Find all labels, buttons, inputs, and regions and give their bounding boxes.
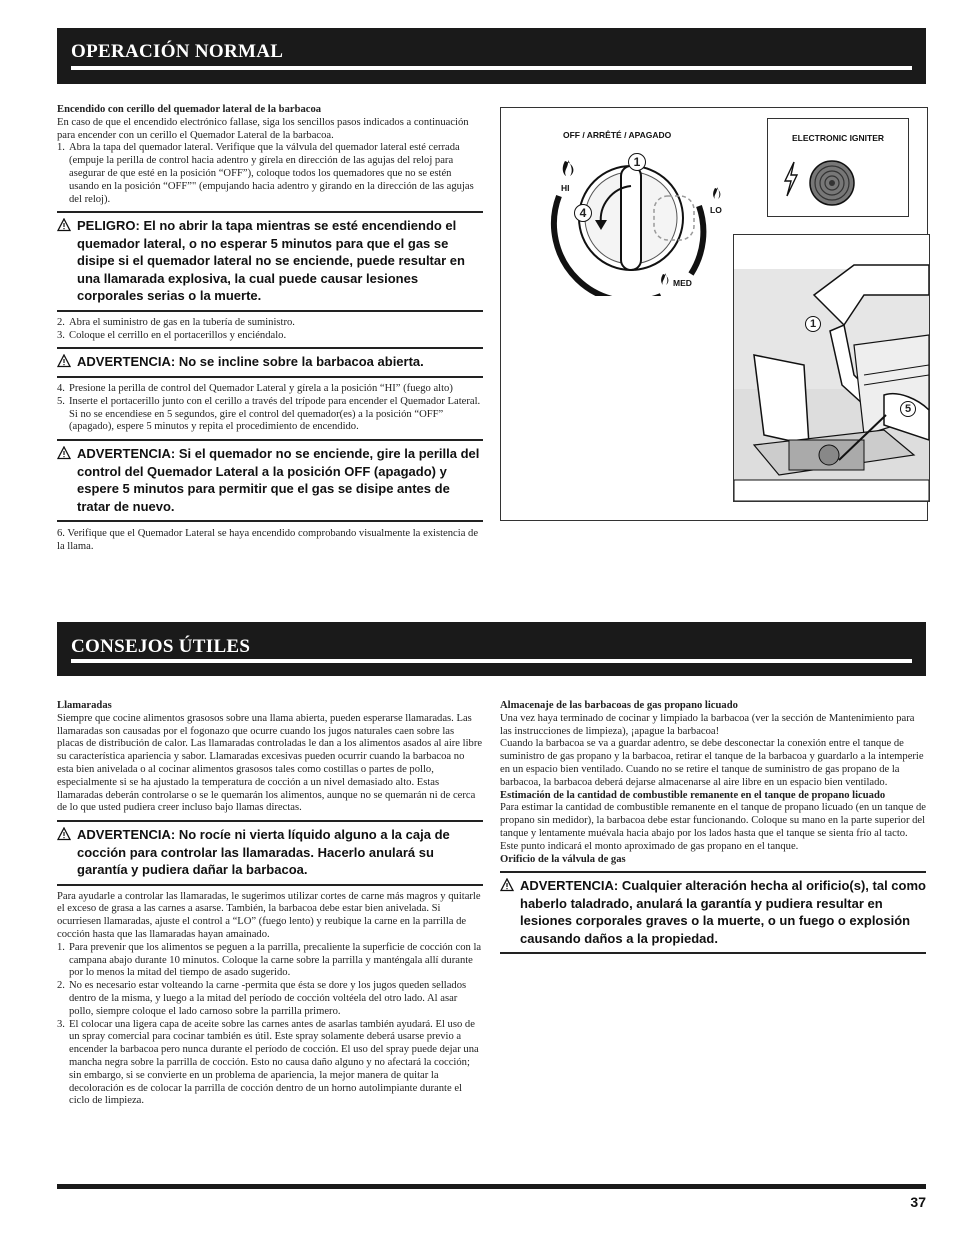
list-number: 3. [57,1018,65,1030]
warning-icon [57,446,71,460]
list-text: Abra el suministro de gas en la tubería de suministro. [69,316,295,328]
callout-number: 1 [809,318,817,330]
igniter-button-icon [808,159,856,207]
subheading: Encendido con cerillo del quemador lateral de la barbacoa [57,104,322,115]
section-banner-operacion [57,28,926,84]
section-title: OPERACIÓN NORMAL [71,41,284,62]
warning-icon [57,354,71,368]
list-text: Presione la perilla de control del Quemador Lateral y gírela a la posición “HI” (fuego alto) [69,382,453,394]
list-number: 5. [57,395,65,407]
igniter-label: ELECTRONIC IGNITER [791,133,885,143]
warning-icon [57,218,71,232]
med-label: MED [673,278,692,288]
callout-number: 1 [633,155,641,169]
grill-drawing [734,235,929,501]
subheading: Estimación de la cantidad de combustible remanente en el tanque de propano licuado [500,789,886,801]
list-item [57,396,483,434]
lightning-icon [782,161,800,197]
warning-text: ADVERTENCIA: Si el quemador no se enciende, gire la perilla del control del Quemador Lateral a la posición OFF (apagado) y espere 5 minutos para permitir que el gas se disipe antes de tratar de nuevo. [77,446,480,514]
lo-label: LO [710,205,722,215]
side-burner-figure [500,107,928,521]
warning-icon [500,878,514,892]
list-item [57,980,483,1018]
list-item [57,942,483,980]
list-item [57,383,483,396]
list-text: No es necesario estar volteando la carne -permita que ésta se dore y los jugos queden sellados dentro de la misma, y luego a la mitad del período de cocción voltéela del otro lado. Al asar pollo, siempre coloque el lado carnoso sobre la parrilla primero. [69,980,467,1017]
off-label: OFF / ARRÊTÉ / APAGADO [563,130,672,140]
warning-text: ADVERTENCIA: No rocíe ni vierta líquido alguno a la caja de cocción para controlar las llamaradas. Hacerlo anulará su garantía y pudiera dañar la barbacoa. [77,827,450,878]
danger-callout [57,211,483,312]
consejos-right-column [500,700,926,959]
warning-callout [57,439,483,522]
warning-text: ADVERTENCIA: No se incline sobre la barbacoa abierta. [77,354,424,370]
paragraph: Siempre que cocine alimentos grasosos sobre una llama abierta, pueden esperarse llamaradas. Las llamaradas son causadas por el fogonazo que ocurre cuando los jugos naturales caen sobre las placas de distribución de calor. Las llamaradas controladas le dan a los alimentos asados al aire libre su característica apariencia y sabor. Llamaradas excesivas pueden ocurrir cuando la barbacoa no esta bien anivelada o al cocinar alimentos grasosos tales como costillas o partes de pollo, especialmente si se ha ajustado la temperatura de cocción a un nivel demasiado alto. Estas llamaradas deberán controlarse o se le quemarán los alimentos, aunque no se quemarán ni de cerca de lo que usted pudiera creer incluso bajo llamas directas. [57,712,483,814]
subheading: Llamaradas [57,700,112,711]
paragraph: Para ayudarle a controlar las llamaradas, le sugerimos utilizar cortes de carne más magros y quitarle el exceso de grasa a las carnes a asarse. También, la barbacoa debe estar bien anivelada. Si ocurriesen llamaradas, ajuste el control a “LO” (fuego lento) y reubique la carne en la parrilla de cocción hasta que las llamaradas hayan amainado. [57,890,481,941]
page-number: 37 [910,1194,926,1210]
paragraph: 6. Verifique que el Quemador Lateral se haya encendido comprobando visualmente la existencia de la llama. [57,528,479,552]
list-number: 3. [57,329,65,341]
consejos-left-column [57,700,483,1108]
list-text: Inserte el portacerillo junto con el cerillo a través del trípode para encender el Quemador Lateral. Si no se encendiese en 5 segundos, gire el control del quemador(es) a la posición “OFF” (apagado), espere 5 minutos y repita el procedimiento de encendido. [69,395,481,433]
list-number: 1. [57,941,65,953]
footer-rule [57,1184,926,1189]
section-title: CONSEJOS ÚTILES [71,636,251,657]
section-banner-consejos [57,622,926,676]
list-text: Para prevenir que los alimentos se peguen a la parrilla, precaliente la superficie de cocción con la campana abajo durante 10 minutos. Coloque la carne sobre la parrilla y manténgala allí durante por lo menos la mitad del tiempo de asado sugerido. [69,941,482,979]
list-item [57,142,483,206]
subheading: Almacenaje de las barbacoas de gas propano licuado [500,700,738,711]
callout-1 [628,153,646,171]
list-number: 1. [57,142,65,154]
warning-callout [500,871,926,954]
grill-inset-illustration [733,234,930,502]
banner-rule [71,659,912,663]
callout-number: 4 [579,206,587,220]
list-text: El colocar una ligera capa de aceite sobre las carnes antes de asarlas también ayudará. El uso de un spray comercial para cocinar también es útil. Este spray solamente deberá usarse previo a encender la barbacoa pero nunca durante el período de cocción. El uso del spray puede dejar una mancha negra sobre la parrilla de cocción. Esto no causa daño alguno y no afectará la cocción; sin embargo, si se convierte en un problema de apariencia, la mejor manera de quitar la decoloración es de colocar la parrilla de cocción dentro de un horno autolimpiante durante el ciclo de limpieza. [69,1018,479,1107]
hi-label: HI [561,183,570,193]
paragraph: Una vez haya terminado de cocinar y limpiado la barbacoa (ver la sección de Mantenimiento para las instrucciones de limpieza), ¡apague la barbacoa! [500,712,915,737]
electronic-igniter-panel [767,118,909,217]
operacion-left-column [57,104,483,554]
warning-callout [57,347,483,378]
list-item [57,330,483,343]
list-text: Coloque el cerrillo en el portacerillos y enciéndalo. [69,329,287,341]
list-item [57,1019,483,1109]
list-number: 2. [57,980,65,992]
subheading: Orificio de la válvula de gas [500,853,626,865]
paragraph: En caso de que el encendido electrónico fallase, siga los sencillos pasos indicados a continuación para encender con un cerillo el Quemador Lateral de la barbacoa. [57,116,469,141]
list-item [57,317,483,330]
callout-number: 5 [904,403,912,415]
warning-callout [57,820,483,886]
list-number: 2. [57,316,65,328]
inset-callout-1 [805,316,821,332]
paragraph: Cuando la barbacoa se va a guardar adentro, se debe desconectar la conexión entre el tanque de suministro de gas propano y la barbacoa, retirar el tanque de la barbacoa y guardarlo a la intemperie en un espacio bien ventilado. Cuando no se retire el tanque de suministro de gas propano de la barbacoa, la barbacoa deberá dejarse almacenarse al aire libre en un espacio bien ventilado. [500,738,924,788]
inset-callout-5 [900,401,916,417]
banner-rule [71,66,912,70]
paragraph: Para estimar la cantidad de combustible remanente en el tanque de propano licuado (en un tanque de propano sin medidor), la barbacoa debe estar funcionando. Coloque su mano en la parte superior del tanque y lentamente muévala hacia abajo por los lados hasta que el tanque se sienta frío al tacto. Este punto indicará el monto aproximado de gas propano en el tanque. [500,802,926,852]
warning-icon [57,827,71,841]
callout-4 [574,204,592,222]
warning-text: PELIGRO: El no abrir la tapa mientras se esté encendiendo el quemador lateral, o no esperar 5 minutos para que el gas se disipe si el quemador lateral no se enciende, puede resultar en una llamarada explosiva, la cual puede causar lesiones corporales serias o la muerte. [77,218,465,304]
list-text: Abra la tapa del quemador lateral. Verifique que la válvula del quemador lateral esté cerrada (empuje la perilla de control hacia adentro y gírela en dirección de las agujas del reloj para asegurar de que esté en la posición “OFF”), coloque todos los quemadores que no se estén usando en la posición “OFF”" (empujando hacia adentro y girando en la dirección de las agujas del reloj). [69,142,474,205]
list-number: 4. [57,382,65,394]
warning-text: ADVERTENCIA: Cualquier alteración hecha al orificio(s), tal como haberlo taladrado, anulará la garantía y pudiera resultar en lesiones corporales graves o la muerte, o un fuego o explosión causando daños a la propiedad. [520,878,926,946]
